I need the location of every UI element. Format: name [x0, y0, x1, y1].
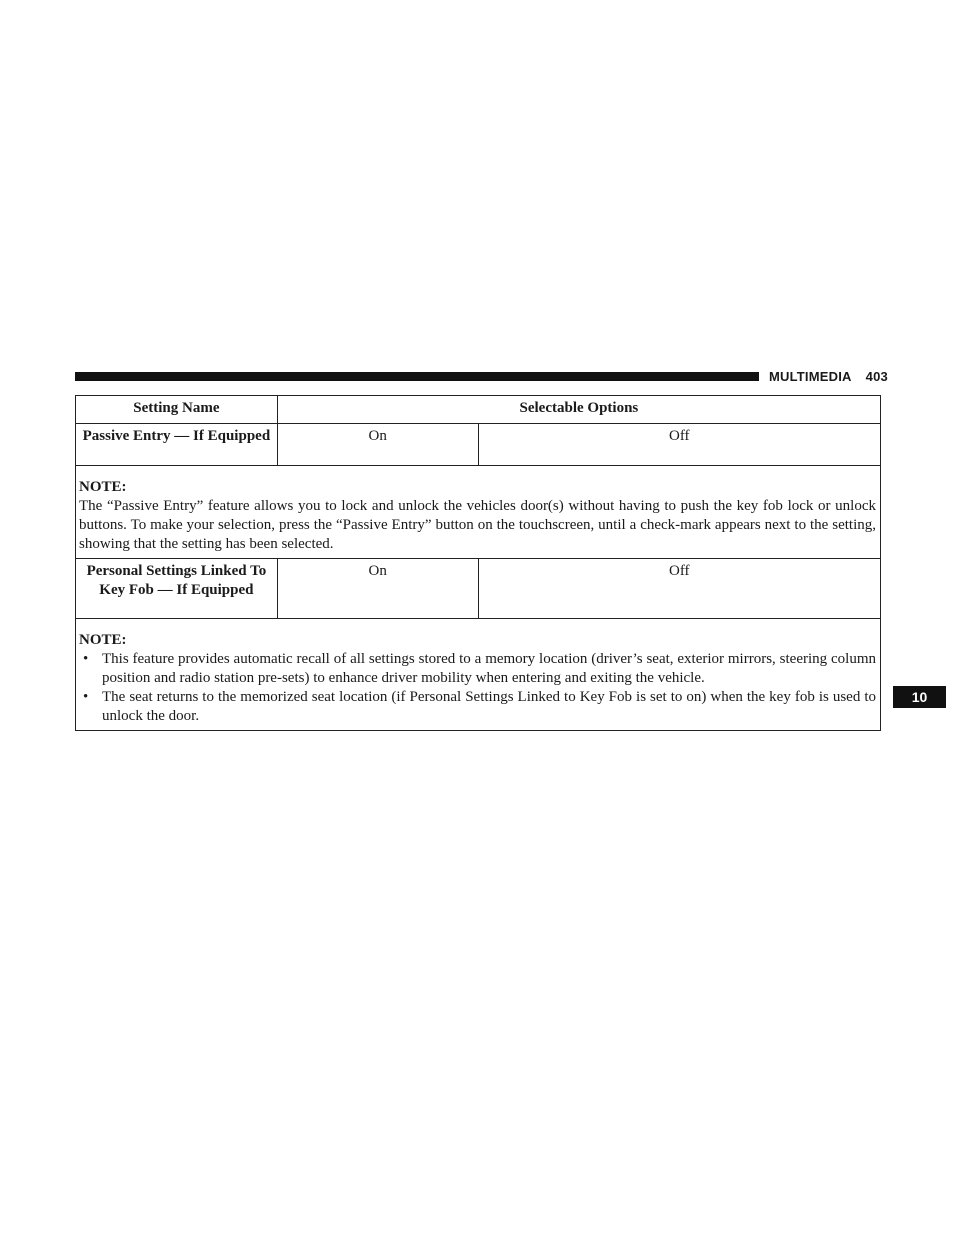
option-off: Off: [478, 424, 880, 466]
note-title: NOTE:: [79, 479, 127, 495]
running-header: [769, 368, 888, 386]
settings-table: [75, 395, 881, 731]
note-passive-entry: [76, 466, 881, 559]
setting-name-passive-entry: Passive Entry — If Equipped: [76, 424, 278, 466]
list-item: [79, 688, 876, 726]
section-title: MULTIMEDIA: [769, 369, 852, 384]
option-off: Off: [478, 559, 880, 619]
note-personal-settings: [76, 619, 881, 731]
page-number: 403: [865, 369, 888, 384]
note-title: NOTE:: [79, 632, 127, 648]
option-on: On: [277, 559, 478, 619]
setting-name-header: Setting Name: [76, 396, 278, 424]
bullet-icon: •: [83, 651, 89, 667]
note-row: [76, 466, 881, 559]
list-item-text: This feature provides automatic recall of all settings stored to a memory location (driver’s seat, exterior mirrors, steering column position and radio station pre-sets) to enhance driver mobility when entering and exiting the vehicle.: [102, 651, 876, 686]
setting-name-personal-settings: Personal Settings Linked To Key Fob — If Equipped: [76, 559, 278, 619]
note-bullet-list: [79, 650, 876, 726]
option-on: On: [277, 424, 478, 466]
table-row: [76, 559, 881, 619]
bullet-icon: •: [83, 689, 89, 705]
list-item: [79, 650, 876, 688]
header-rule: [75, 372, 759, 381]
table-header-row: [76, 396, 881, 424]
selectable-options-header: Selectable Options: [277, 396, 880, 424]
table-row: [76, 424, 881, 466]
note-row: [76, 619, 881, 731]
note-text: The “Passive Entry” feature allows you to lock and unlock the vehicles door(s) without having to push the key fob lock or unlock buttons. To make your selection, press the “Passive Entry” button on the touchscreen, until a check-mark appears next to the setting, showing that the setting has been selected.: [79, 498, 876, 552]
chapter-tab: 10: [893, 686, 946, 708]
list-item-text: The seat returns to the memorized seat location (if Personal Settings Linked to Key Fob is set to on) when the key fob is used to unlock the door.: [102, 689, 876, 724]
